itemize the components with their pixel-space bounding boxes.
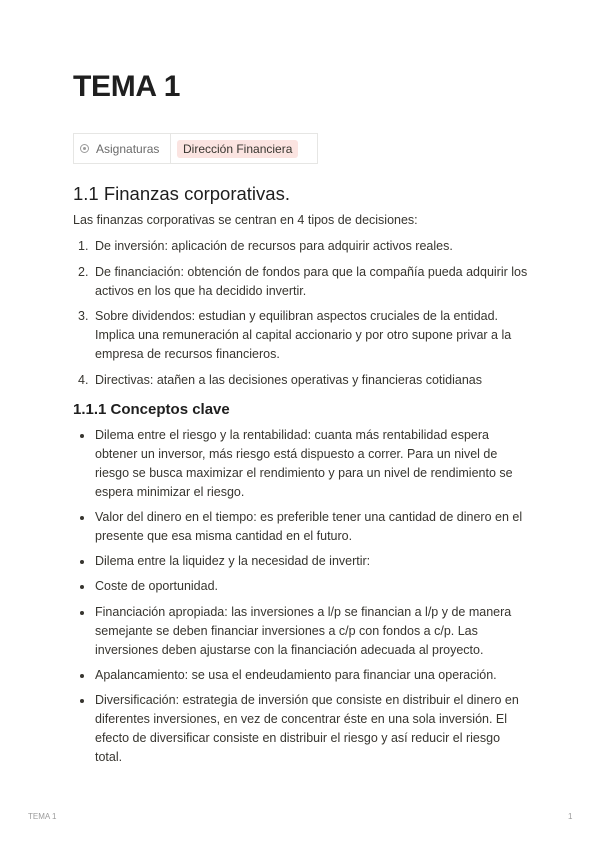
- list-item-text: Directivas: atañen a las decisiones operativas y financieras cotidianas: [95, 373, 483, 387]
- list-item-text: Sobre dividendos: estudian y equilibran aspectos cruciales de la entidad. Implica una remuneración al capital accionario y por otro supone privar a la empresa de recursos financieros.: [95, 309, 512, 361]
- subject-tag[interactable]: Dirección Financiera: [177, 140, 298, 158]
- list-item: [73, 666, 528, 685]
- list-number: 1.: [78, 239, 89, 253]
- list-item: [73, 552, 528, 571]
- list-item: [73, 263, 528, 301]
- list-item-text: Valor del dinero en el tiempo: es preferible tener una cantidad de dinero en el presente que esa misma cantidad en el futuro.: [95, 510, 523, 543]
- property-icon: [80, 144, 89, 153]
- list-item-text: Coste de oportunidad.: [95, 579, 219, 593]
- properties-table: [73, 133, 318, 164]
- list-item: [73, 691, 528, 767]
- list-item: [73, 371, 528, 390]
- list-item-text: De financiación: obtención de fondos para que la compañía pueda adquirir los activos en los que ha decidido invertir.: [95, 265, 528, 298]
- list-item: [73, 603, 528, 660]
- list-item-text: Financiación apropiada: las inversiones a l/p se financian a l/p y de manera semejante se deben financiar inversiones a c/p con fondos a c/p. Las inversiones deben ajustarse con la financiación adecuada al proyecto.: [95, 605, 512, 657]
- list-number: 4.: [78, 373, 89, 387]
- subsection-heading: 1.1.1 Conceptos clave: [73, 401, 230, 418]
- property-name: Asignaturas: [96, 141, 160, 156]
- section-intro: Las finanzas corporativas se centran en 4 tipos de decisiones:: [73, 213, 418, 227]
- footer-title: TEMA 1: [28, 812, 57, 821]
- list-number: 3.: [78, 309, 89, 323]
- bullet-icon: [80, 516, 84, 520]
- list-item: [73, 508, 528, 546]
- list-item: [73, 237, 528, 256]
- property-name-cell[interactable]: [74, 134, 171, 163]
- bullet-icon: [80, 699, 84, 703]
- bullet-icon: [80, 674, 84, 678]
- bullet-icon: [80, 611, 84, 615]
- page-title: TEMA 1: [73, 70, 181, 103]
- list-item-text: Diversificación: estrategia de inversión que consiste en distribuir el dinero en diferentes inversiones, en vez de concentrar éste en una sola inversión. El efecto de diversificar consiste en distribuir el riesgo y así reducir el riesgo total.: [95, 693, 519, 764]
- list-item: [73, 307, 528, 364]
- list-item-text: Apalancamiento: se usa el endeudamiento para financiar una operación.: [95, 668, 497, 682]
- property-value-cell[interactable]: [171, 134, 298, 163]
- list-number: 2.: [78, 265, 89, 279]
- page-number: 1: [568, 812, 573, 821]
- section-heading: 1.1 Finanzas corporativas.: [73, 183, 290, 204]
- list-item: [73, 577, 528, 596]
- list-item-text: Dilema entre la liquidez y la necesidad de invertir:: [95, 554, 371, 568]
- list-item-text: De inversión: aplicación de recursos para adquirir activos reales.: [95, 239, 453, 253]
- list-item-text: Dilema entre el riesgo y la rentabilidad: cuanta más rentabilidad espera obtener un inversor, más riesgo está dispuesto a correr. Para un nivel de riesgo se busca maximizar el rendimiento y para un nivel de rendimiento se espera minimizar el riesgo.: [95, 428, 513, 499]
- decisions-list: [73, 237, 528, 390]
- concepts-list: [73, 426, 528, 767]
- bullet-icon: [80, 560, 84, 564]
- bullet-icon: [80, 585, 84, 589]
- bullet-icon: [80, 434, 84, 438]
- list-item: [73, 426, 528, 502]
